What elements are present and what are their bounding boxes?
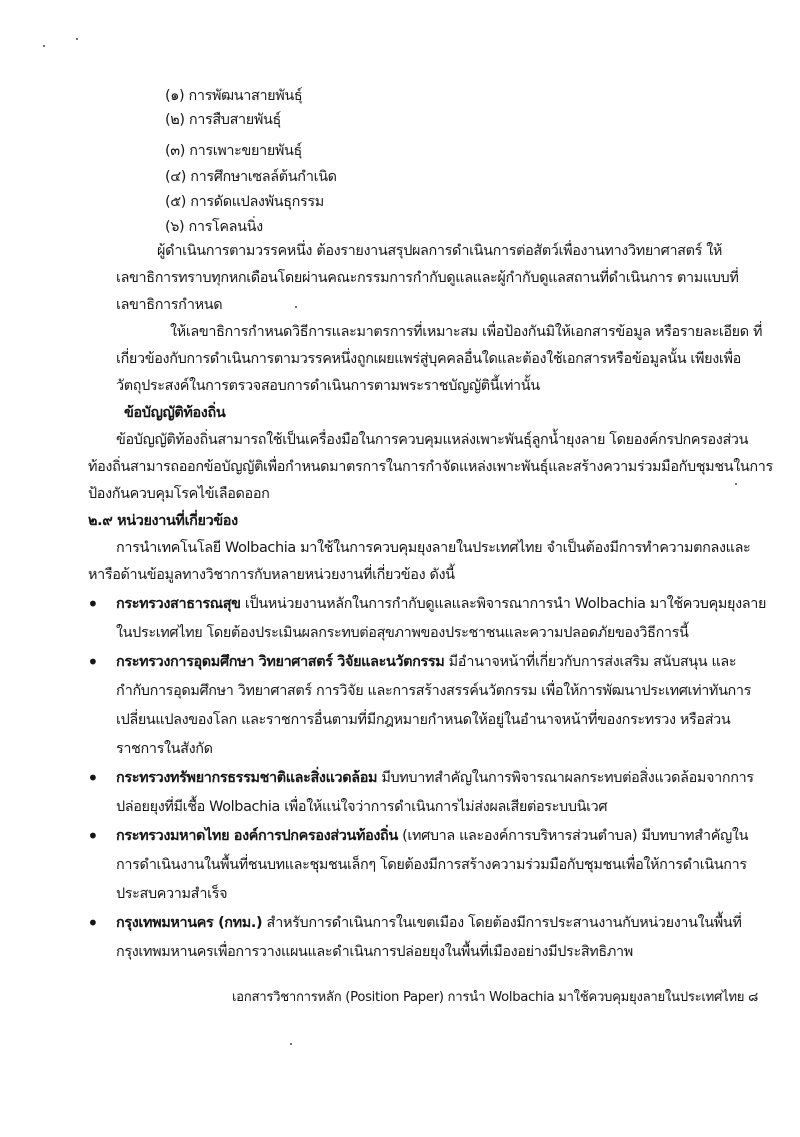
agency-name: กรุงเทพมหานคร (กทม.): [116, 915, 263, 931]
agency-line: ราชการในสังกัด: [116, 741, 213, 757]
agency-line: [116, 913, 742, 933]
bullet-icon: •: [87, 911, 99, 935]
agency-description: เป็นหน่วยงานหลักในการกำกับดูแลและพิจารณาการนำ Wolbachia มาใช้ควบคุมยุงลาย: [240, 596, 767, 612]
section-intro-line: การนำเทคโนโลยี Wolbachia มาใช้ในการควบคุมยุงลายในประเทศไทย จำเป็นต้องมีการทำความตกลงและ: [116, 540, 751, 556]
report-paragraph-line: เลขาธิการกำหนด: [116, 297, 223, 313]
scan-speck: [43, 45, 45, 47]
local-ordinance-line: ท้องถิ่นสามารถออกข้อบัญญัติเพื่อกำหนดมาตรการในการกำจัดแหล่งเพาะพันธุ์และสร้างความร่วมมือกับชุมชนในการ: [88, 459, 773, 475]
secretary-paragraph-line: วัตถุประสงค์ในการตรวจสอบการดำเนินการตามพระราชบัญญัตินี้เท่านั้น: [116, 378, 540, 394]
agency-description: มีบทบาทสำคัญในการพิจารณาผลกระทบต่อสิ่งแวดล้อมจากการ: [377, 770, 754, 786]
scan-speck: [295, 306, 297, 308]
section-intro-line: หารือด้านข้อมูลทางวิชาการกับหลายหน่วยงานที่เกี่ยวข้อง ดังนี้: [88, 567, 455, 583]
agency-line: เปลี่ยนแปลงของโลก และราชการอื่นตามที่มีกฎหมายกำหนดให้อยู่ในอำนาจหน้าที่ของกระทรวง หรือส่วน: [116, 712, 731, 728]
secretary-paragraph-line: ให้เลขาธิการกำหนดวิธีการและมาตรการที่เหมาะสม เพื่อป้องกันมิให้เอกสารข้อมูล หรือรายละเอียด ที่: [170, 324, 763, 340]
agency-line: กำกับการอุดมศึกษา วิทยาศาสตร์ การวิจัย และการสร้างสรรค์นวัตกรรม เพื่อให้การพัฒนาประเทศเท่าทันการ: [116, 683, 752, 699]
secretary-paragraph-line: เกี่ยวข้องกับการดำเนินการตามวรรคหนึ่งถูกเผยแพร่สู่บุคคลอื่นใดและต้องใช้เอกสารหรือข้อมูลนั้น เพียงเพื่อ: [116, 351, 741, 367]
scan-speck: [76, 38, 78, 40]
agency-name: กระทรวงการอุดมศึกษา วิทยาศาสตร์ วิจัยและนวัตกรรม: [116, 654, 445, 670]
agency-name: กระทรวงมหาดไทย องค์การปกครองส่วนท้องถิ่น: [116, 828, 398, 844]
bullet-icon: •: [87, 650, 99, 674]
scan-speck: [290, 1043, 292, 1045]
agency-line: [116, 768, 754, 788]
method-item: (๔) การศึกษาเซลล์ต้นกำเนิด: [165, 169, 337, 185]
method-item: (๒) การสืบสายพันธุ์: [165, 112, 281, 128]
agency-line: ปล่อยยุงที่มีเชื้อ Wolbachia เพื่อให้แน่ใจว่าการดำเนินการไม่ส่งผลเสียต่อระบบนิเวศ: [116, 799, 608, 815]
agency-name: กระทรวงทรัพยากรธรรมชาติและสิ่งแวดล้อม: [116, 770, 378, 786]
agency-description: (เทศบาล และองค์การบริหารส่วนตำบล) มีบทบาทสำคัญใน: [397, 828, 749, 844]
agency-line: ในประเทศไทย โดยต้องประเมินผลกระทบต่อสุขภาพของประชาชนและความปลอดภัยของวิธีการนี้: [116, 625, 689, 641]
agency-description: สำหรับการดำเนินการในเขตเมือง โดยต้องมีการประสานงานกับหน่วยงานในพื้นที่: [262, 915, 742, 931]
local-ordinance-line: ป้องกันควบคุมโรคไข้เลือดออก: [88, 486, 270, 502]
agency-line: ประสบความสำเร็จ: [116, 886, 228, 902]
agency-line: กรุงเทพมหานครเพื่อการวางแผนและดำเนินการปล่อยยุงในพื้นที่เมืองอย่างมีประสิทธิภาพ: [116, 944, 633, 960]
method-item: (๓) การเพาะขยายพันธุ์: [165, 143, 302, 159]
local-ordinance-line: ข้อบัญญัติท้องถิ่นสามารถใช้เป็นเครื่องมือในการควบคุมแหล่งเพาะพันธุ์ลูกน้ำยุงลาย โดยองค์กรปกครองส่วน: [116, 432, 749, 448]
bullet-icon: •: [87, 592, 99, 616]
agency-name: กระทรวงสาธารณสุข: [116, 596, 241, 612]
report-paragraph-line: เลขาธิการทราบทุกหกเดือนโดยผ่านคณะกรรมการกำกับดูแลและผู้กำกับดูแลสถานที่ดำเนินการ ตามแบบที่: [116, 270, 739, 286]
method-item: (๕) การดัดแปลงพันธุกรรม: [165, 194, 324, 210]
agency-line: [116, 652, 736, 672]
section-heading: ๒.๙ หน่วยงานที่เกี่ยวข้อง: [88, 513, 238, 529]
local-ordinance-heading: ข้อบัญญัติท้องถิ่น: [124, 405, 226, 421]
report-paragraph-line: ผู้ดำเนินการตามวรรคหนึ่ง ต้องรายงานสรุปผลการดำเนินการต่อสัตว์เพื่องานทางวิทยาศาสตร์ ให้: [157, 243, 723, 259]
agency-line: [116, 594, 766, 614]
agency-description: มีอำนาจหน้าที่เกี่ยวกับการส่งเสริม สนับสนุน และ: [444, 654, 737, 670]
agency-line: [116, 826, 748, 846]
page-footer: เอกสารวิชาการหลัก (Position Paper) การนำ Wolbachia มาใช้ควบคุมยุงลายในประเทศไทย ๘: [231, 990, 758, 1005]
bullet-icon: •: [87, 766, 99, 790]
bullet-icon: •: [87, 824, 99, 848]
scan-speck: [735, 483, 737, 485]
agency-line: การดำเนินงานในพื้นที่ชนบทและชุมชนเล็กๆ โดยต้องมีการสร้างความร่วมมือกับชุมชนเพื่อให้การดำเนินการ: [116, 857, 747, 873]
method-item: (๖) การโคลนนิ่ง: [165, 219, 263, 235]
method-item: (๑) การพัฒนาสายพันธุ์: [165, 88, 303, 104]
